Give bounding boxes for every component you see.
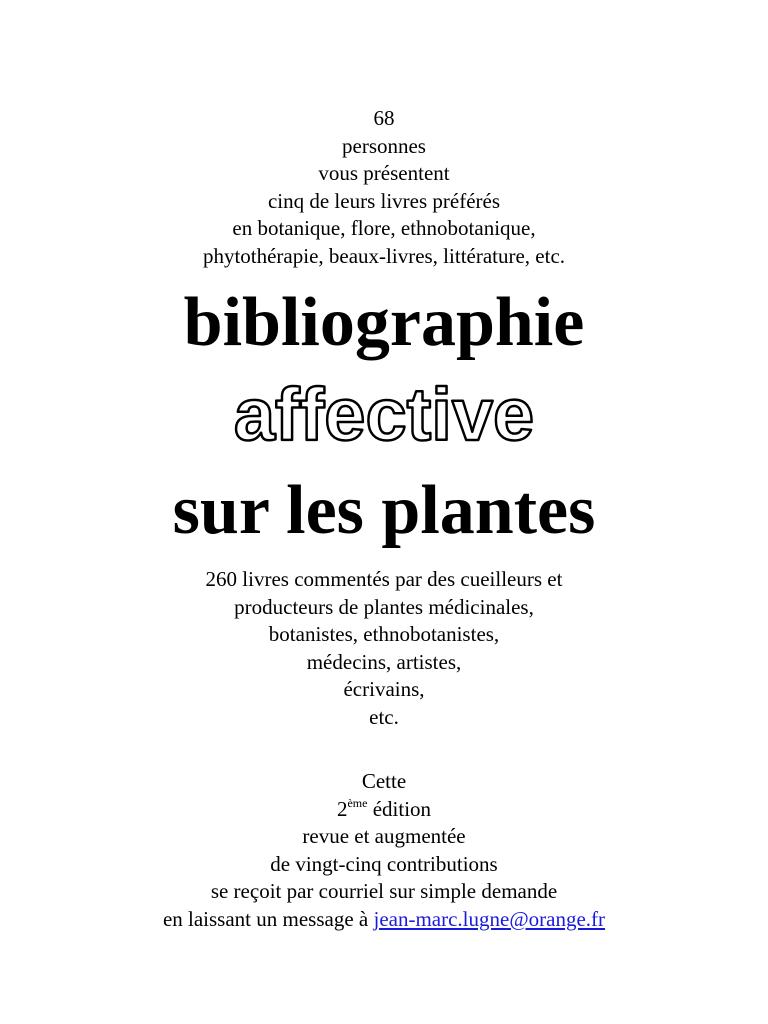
edition-line: de vingt-cinq contributions <box>270 851 498 876</box>
title-bibliographie: bibliographie <box>183 284 585 361</box>
edition-line: se reçoit par courriel sur simple demande <box>210 879 558 904</box>
description-line: 260 livres commentés par des cueilleurs et <box>205 567 563 591</box>
edition-block <box>0 768 768 934</box>
description-block <box>0 566 768 732</box>
edition-word: édition <box>367 796 432 821</box>
description-line: botanistes, ethnobotanistes, <box>268 622 500 647</box>
contact-prefix: en laissant un message à <box>162 906 374 931</box>
contributor-count: 68 <box>373 106 395 130</box>
intro-line: en botanique, flore, ethnobotanique, <box>232 216 536 241</box>
outlined-title-text <box>0 372 768 462</box>
description-line: etc. <box>369 704 399 729</box>
edition-number: 2 <box>336 796 348 821</box>
edition-line: Cette <box>361 769 407 793</box>
description-line: écrivains, <box>343 677 425 702</box>
intro-line: phytothérapie, beaux-livres, littérature, etc. <box>202 243 566 268</box>
intro-block <box>0 105 768 271</box>
description-line: producteurs de plantes médicinales, <box>234 594 534 619</box>
edition-line: revue et augmentée <box>302 824 466 849</box>
edition-superscript: ème <box>347 795 368 810</box>
title-sur-les-plantes: sur les plantes <box>172 472 596 549</box>
email-link[interactable]: jean-marc.lugne@orange.fr <box>373 906 606 931</box>
edition-number-line <box>0 796 768 824</box>
title-affective <box>0 372 768 462</box>
intro-line: personnes <box>342 133 426 158</box>
intro-line: vous présentent <box>318 161 450 186</box>
description-line: médecins, artistes, <box>306 649 462 674</box>
contact-line <box>0 906 768 934</box>
affective-outlined-word: affective <box>233 373 535 456</box>
intro-line: cinq de leurs livres préférés <box>267 188 501 213</box>
